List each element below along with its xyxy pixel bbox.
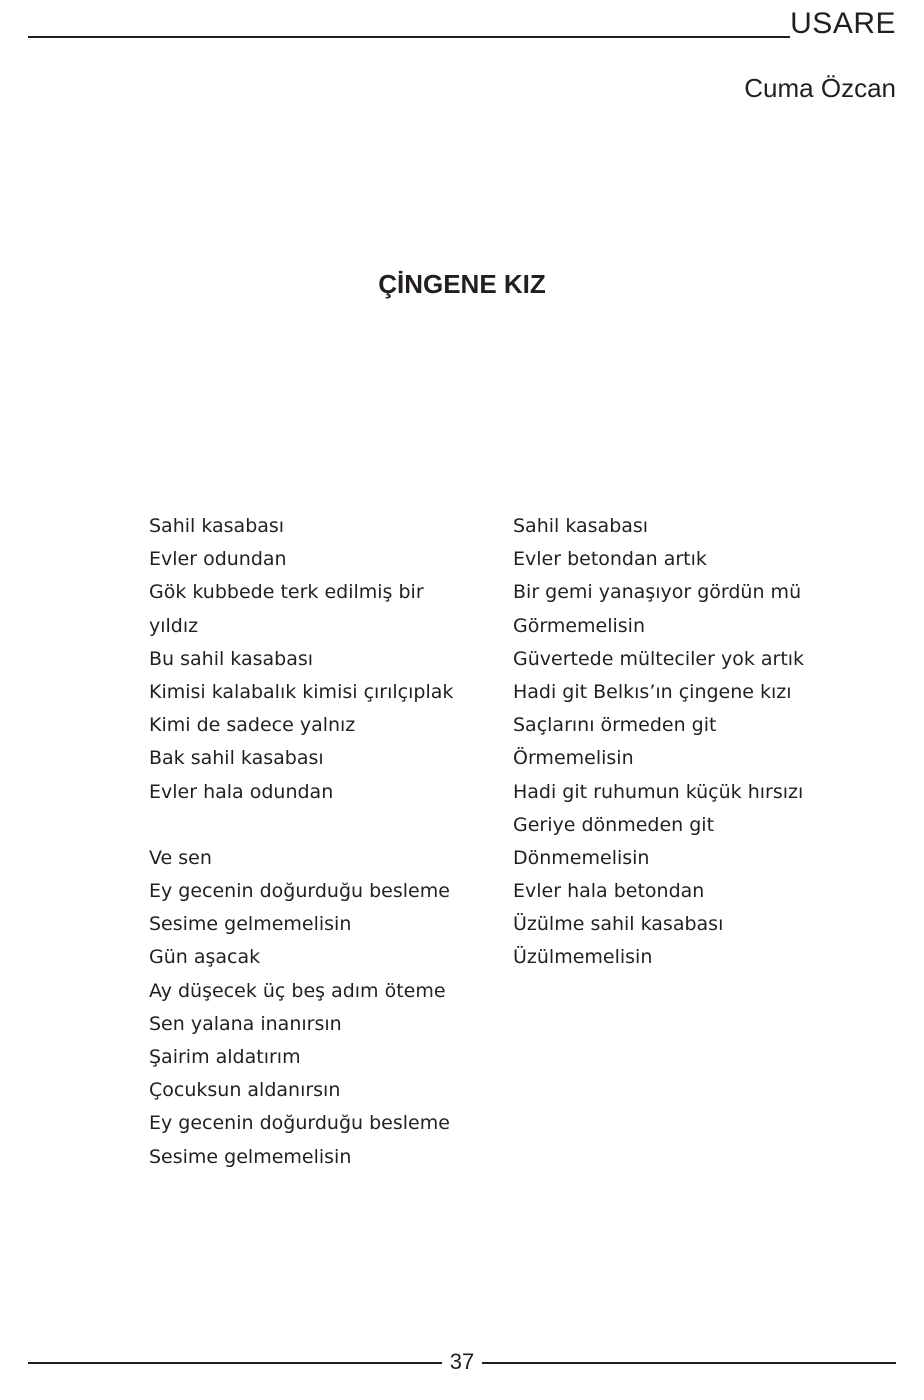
journal-name: USARE — [790, 7, 896, 40]
poem-line: Evler betondan artık — [513, 548, 707, 571]
poem-line: Evler hala odundan — [149, 780, 334, 803]
poem-line: Saçlarını örmeden git — [513, 714, 717, 737]
poem-line: Sahil kasabası — [513, 515, 649, 537]
footer-rule-right — [482, 1362, 896, 1364]
poem-line: Ey gecenin doğurduğu besleme — [149, 880, 450, 903]
poem-left-column — [149, 510, 489, 1174]
poem-line: Bak sahil kasabası — [149, 747, 324, 770]
poem-line: Sen yalana inanırsın — [149, 1012, 342, 1035]
poem-line: Gün aşacak — [149, 946, 261, 969]
poem-line: Gök kubbede terk edilmiş bir — [149, 581, 424, 604]
poem-line: Evler odundan — [149, 548, 287, 571]
stanza-break — [149, 809, 489, 842]
poem-line: Kimisi kalabalık kimisi çırılçıplak — [149, 680, 454, 703]
poem-line: Hadi git ruhumun küçük hırsızı — [513, 780, 804, 803]
header-rule — [28, 36, 790, 38]
poem-line: Şairim aldatırım — [149, 1046, 301, 1068]
author-name: Cuma Özcan — [744, 73, 896, 103]
poem-line: Bu sahil kasabası — [149, 647, 314, 670]
poem-title: ÇİNGENE KIZ — [378, 269, 546, 299]
poem-line: Geriye dönmeden git — [513, 813, 715, 836]
poem-line: Sesime gelmemelisin — [149, 913, 352, 936]
poem-line: Hadi git Belkıs’ın çingene kızı — [513, 680, 792, 703]
poem-line: Kimi de sadece yalnız — [149, 714, 356, 737]
poem-line: Üzülmemelisin — [513, 946, 653, 969]
poem-line: Sesime gelmemelisin — [149, 1145, 352, 1168]
footer-rule-left — [28, 1362, 442, 1364]
poem-line: Çocuksun aldanırsın — [149, 1079, 341, 1102]
page-number: 37 — [449, 1349, 475, 1374]
poem-line: Üzülme sahil kasabası — [513, 913, 724, 936]
poem-line: Ay düşecek üç beş adım öteme — [149, 979, 446, 1002]
poem-line: Örmemelisin — [513, 747, 634, 770]
poem-line: Güvertede mülteciler yok artık — [513, 647, 805, 670]
poem-line: Görmemelisin — [513, 614, 645, 637]
poem-right-column — [513, 510, 893, 975]
poem-line: Dönmemelisin — [513, 846, 650, 869]
poem-line: Sahil kasabası — [149, 515, 285, 537]
poem-line: yıldız — [149, 614, 199, 637]
poem-line: Evler hala betondan — [513, 880, 705, 903]
poem-line: Bir gemi yanaşıyor gördün mü — [513, 581, 802, 604]
poem-line: Ve sen — [149, 846, 212, 869]
poem-line: Ey gecenin doğurduğu besleme — [149, 1112, 450, 1135]
